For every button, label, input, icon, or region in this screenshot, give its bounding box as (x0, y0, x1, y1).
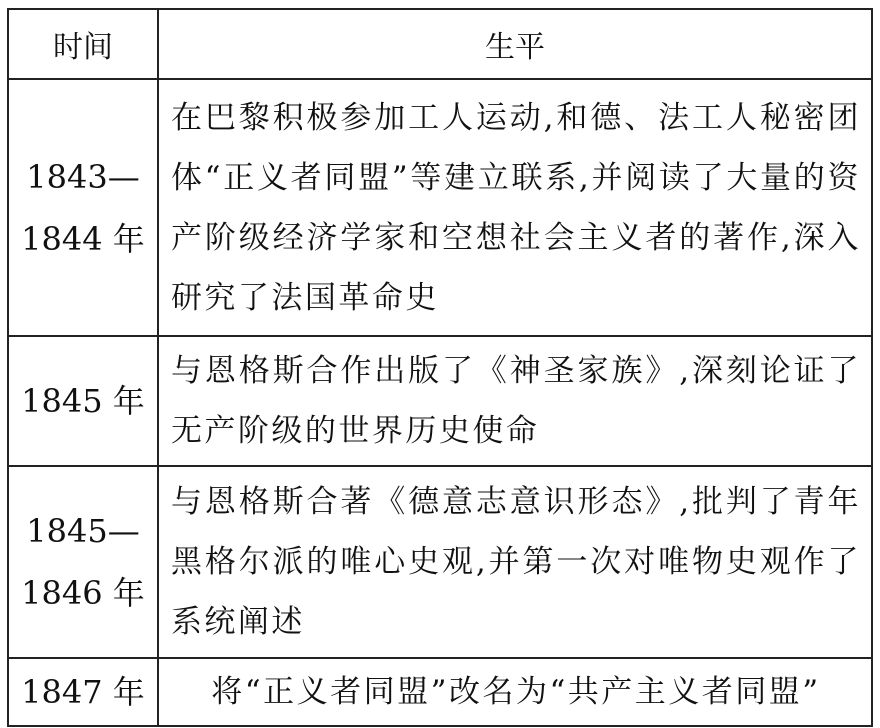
header-time: 时间 (8, 9, 158, 79)
time-line: 1844 年 (21, 219, 145, 258)
table-row (8, 336, 872, 466)
table-row (8, 79, 872, 336)
time-cell (8, 336, 158, 466)
table-row (8, 466, 872, 658)
header-life: 生平 (158, 9, 872, 79)
biography-table (7, 8, 873, 727)
life-cell: 在巴黎积极参加工人运动,和德、法工人秘密团体“正义者同盟”等建立联系,并阅读了大量的资产阶级经济学家和空想社会主义者的著作,深入研究了法国革命史 (158, 79, 872, 336)
life-cell: 将“正义者同盟”改名为“共产主义者同盟” (158, 658, 872, 726)
table-row (8, 658, 872, 726)
time-line: 1845 年 (21, 382, 145, 420)
time-line: 1843— (26, 157, 140, 196)
time-line: 1846 年 (21, 574, 145, 612)
time-cell (8, 466, 158, 658)
life-cell: 与恩格斯合作出版了《神圣家族》,深刻论证了无产阶级的世界历史使命 (158, 336, 872, 466)
time-line: 1847 年 (21, 673, 145, 711)
table-header-row (8, 9, 872, 79)
life-cell: 与恩格斯合著《德意志意识形态》,批判了青年黑格尔派的唯心史观,并第一次对唯物史观作了系统阐述 (158, 466, 872, 658)
time-cell (8, 79, 158, 336)
time-cell (8, 658, 158, 726)
time-line: 1845— (26, 512, 140, 550)
